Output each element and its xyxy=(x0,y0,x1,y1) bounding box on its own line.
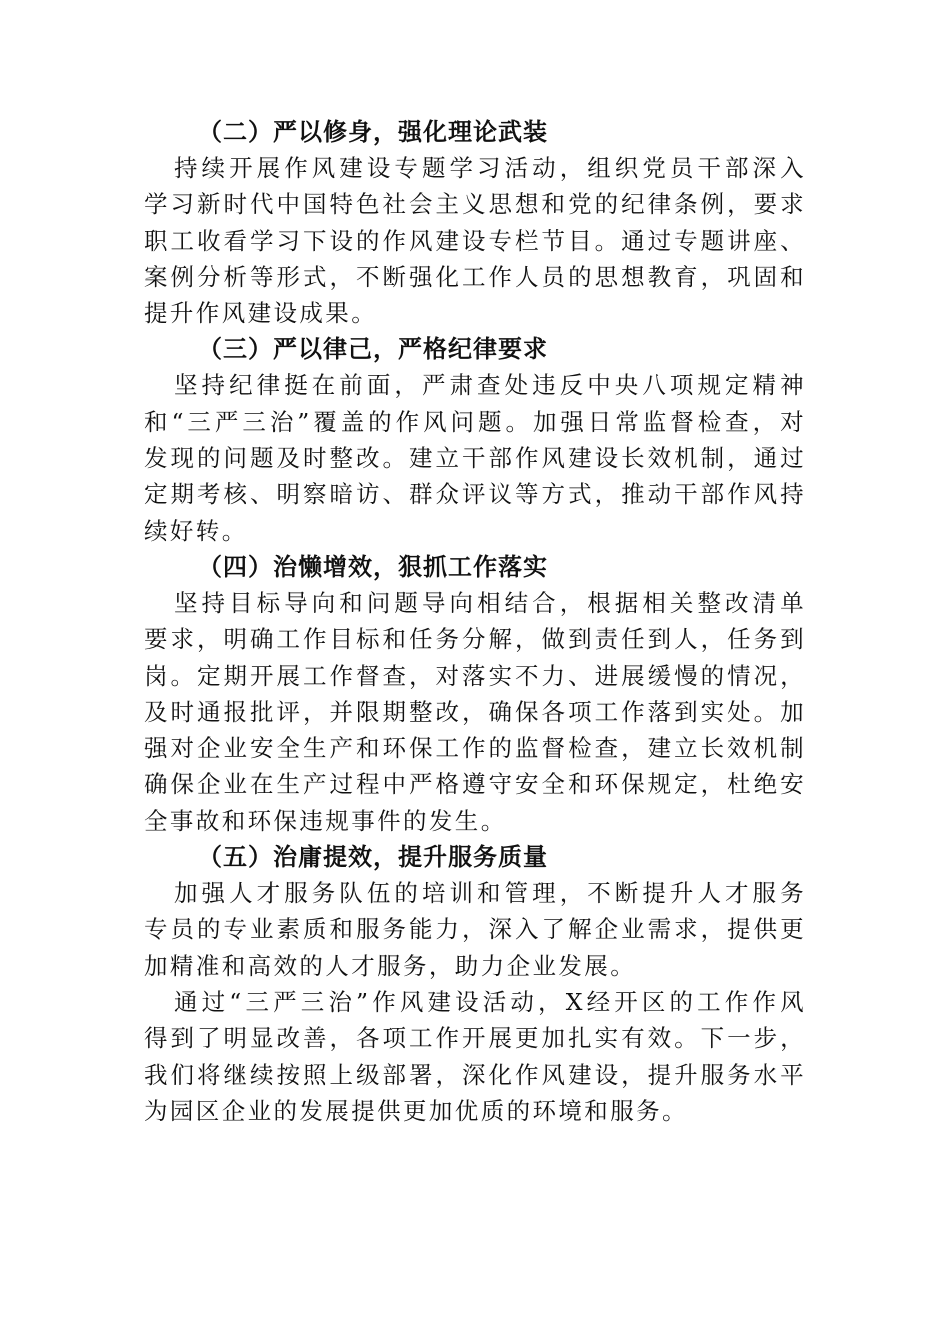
paragraph-line: 我们将继续按照上级部署，深化作风建设，提升服务水平 xyxy=(144,1060,806,1089)
section-heading-4: （四）治懒增效，狠抓工作落实 xyxy=(198,551,548,581)
paragraph-line: 要求，明确工作目标和任务分解，做到责任到人，任务到 xyxy=(144,625,806,654)
paragraph-line: 岗。定期开展工作督查，对落实不力、进展缓慢的情况， xyxy=(144,661,806,690)
section-heading-3: （三）严以律己，严格纪律要求 xyxy=(198,334,548,364)
paragraph-line: 持续开展作风建设专题学习活动，组织党员干部深入 xyxy=(174,154,806,182)
section-heading-5: （五）治庸提效，提升服务质量 xyxy=(198,842,548,872)
section-paragraph-3 xyxy=(144,367,806,548)
section-paragraph-2 xyxy=(144,150,806,331)
paragraph-line: 发现的问题及时整改。建立干部作风建设长效机制，通过 xyxy=(144,444,806,473)
paragraph-line: 提升作风建设成果。 xyxy=(144,299,378,328)
paragraph-line: 坚持目标导向和问题导向相结合，根据相关整改清单 xyxy=(174,588,806,617)
paragraph-line: 全事故和环保违规事件的发生。 xyxy=(144,806,507,835)
paragraph-line: 加精准和高效的人才服务，助力企业发展。 xyxy=(144,951,637,980)
paragraph-line: 加强人才服务队伍的培训和管理，不断提升人才服务 xyxy=(174,879,806,908)
section-paragraph-5 xyxy=(144,875,806,984)
paragraph-line: 专员的专业素质和服务能力，深入了解企业需求，提供更 xyxy=(144,915,806,944)
closing-paragraph xyxy=(144,984,806,1129)
paragraph-line: 通过“三严三治”作风建设活动，X经开区的工作作风 xyxy=(174,987,806,1016)
paragraph-line: 坚持纪律挺在前面，严肃查处违反中央八项规定精神 xyxy=(174,371,806,400)
section-heading-2: （二）严以修身，强化理论武装 xyxy=(198,117,548,146)
paragraph-line: 职工收看学习下设的作风建设专栏节目。通过专题讲座、 xyxy=(144,226,806,255)
paragraph-line: 确保企业在生产过程中严格遵守安全和环保规定，杜绝安 xyxy=(144,770,806,799)
paragraph-line: 案例分析等形式，不断强化工作人员的思想教育，巩固和 xyxy=(144,262,806,291)
paragraph-line: 定期考核、明察暗访、群众评议等方式，推动干部作风持 xyxy=(144,480,806,509)
paragraph-line: 续好转。 xyxy=(144,516,248,545)
section-paragraph-4 xyxy=(144,585,806,839)
paragraph-line: 强对企业安全生产和环保工作的监督检查，建立长效机制 xyxy=(144,734,806,763)
paragraph-line: 学习新时代中国特色社会主义思想和党的纪律条例，要求 xyxy=(144,190,806,219)
paragraph-line: 和“三严三治”覆盖的作风问题。加强日常监督检查，对 xyxy=(144,407,806,436)
paragraph-line: 得到了明显改善，各项工作开展更加扎实有效。下一步， xyxy=(144,1024,806,1053)
paragraph-line: 为园区企业的发展提供更加优质的环境和服务。 xyxy=(144,1096,688,1125)
document-body xyxy=(144,114,806,1129)
paragraph-line: 及时通报批评，并限期整改，确保各项工作落到实处。加 xyxy=(144,697,806,726)
